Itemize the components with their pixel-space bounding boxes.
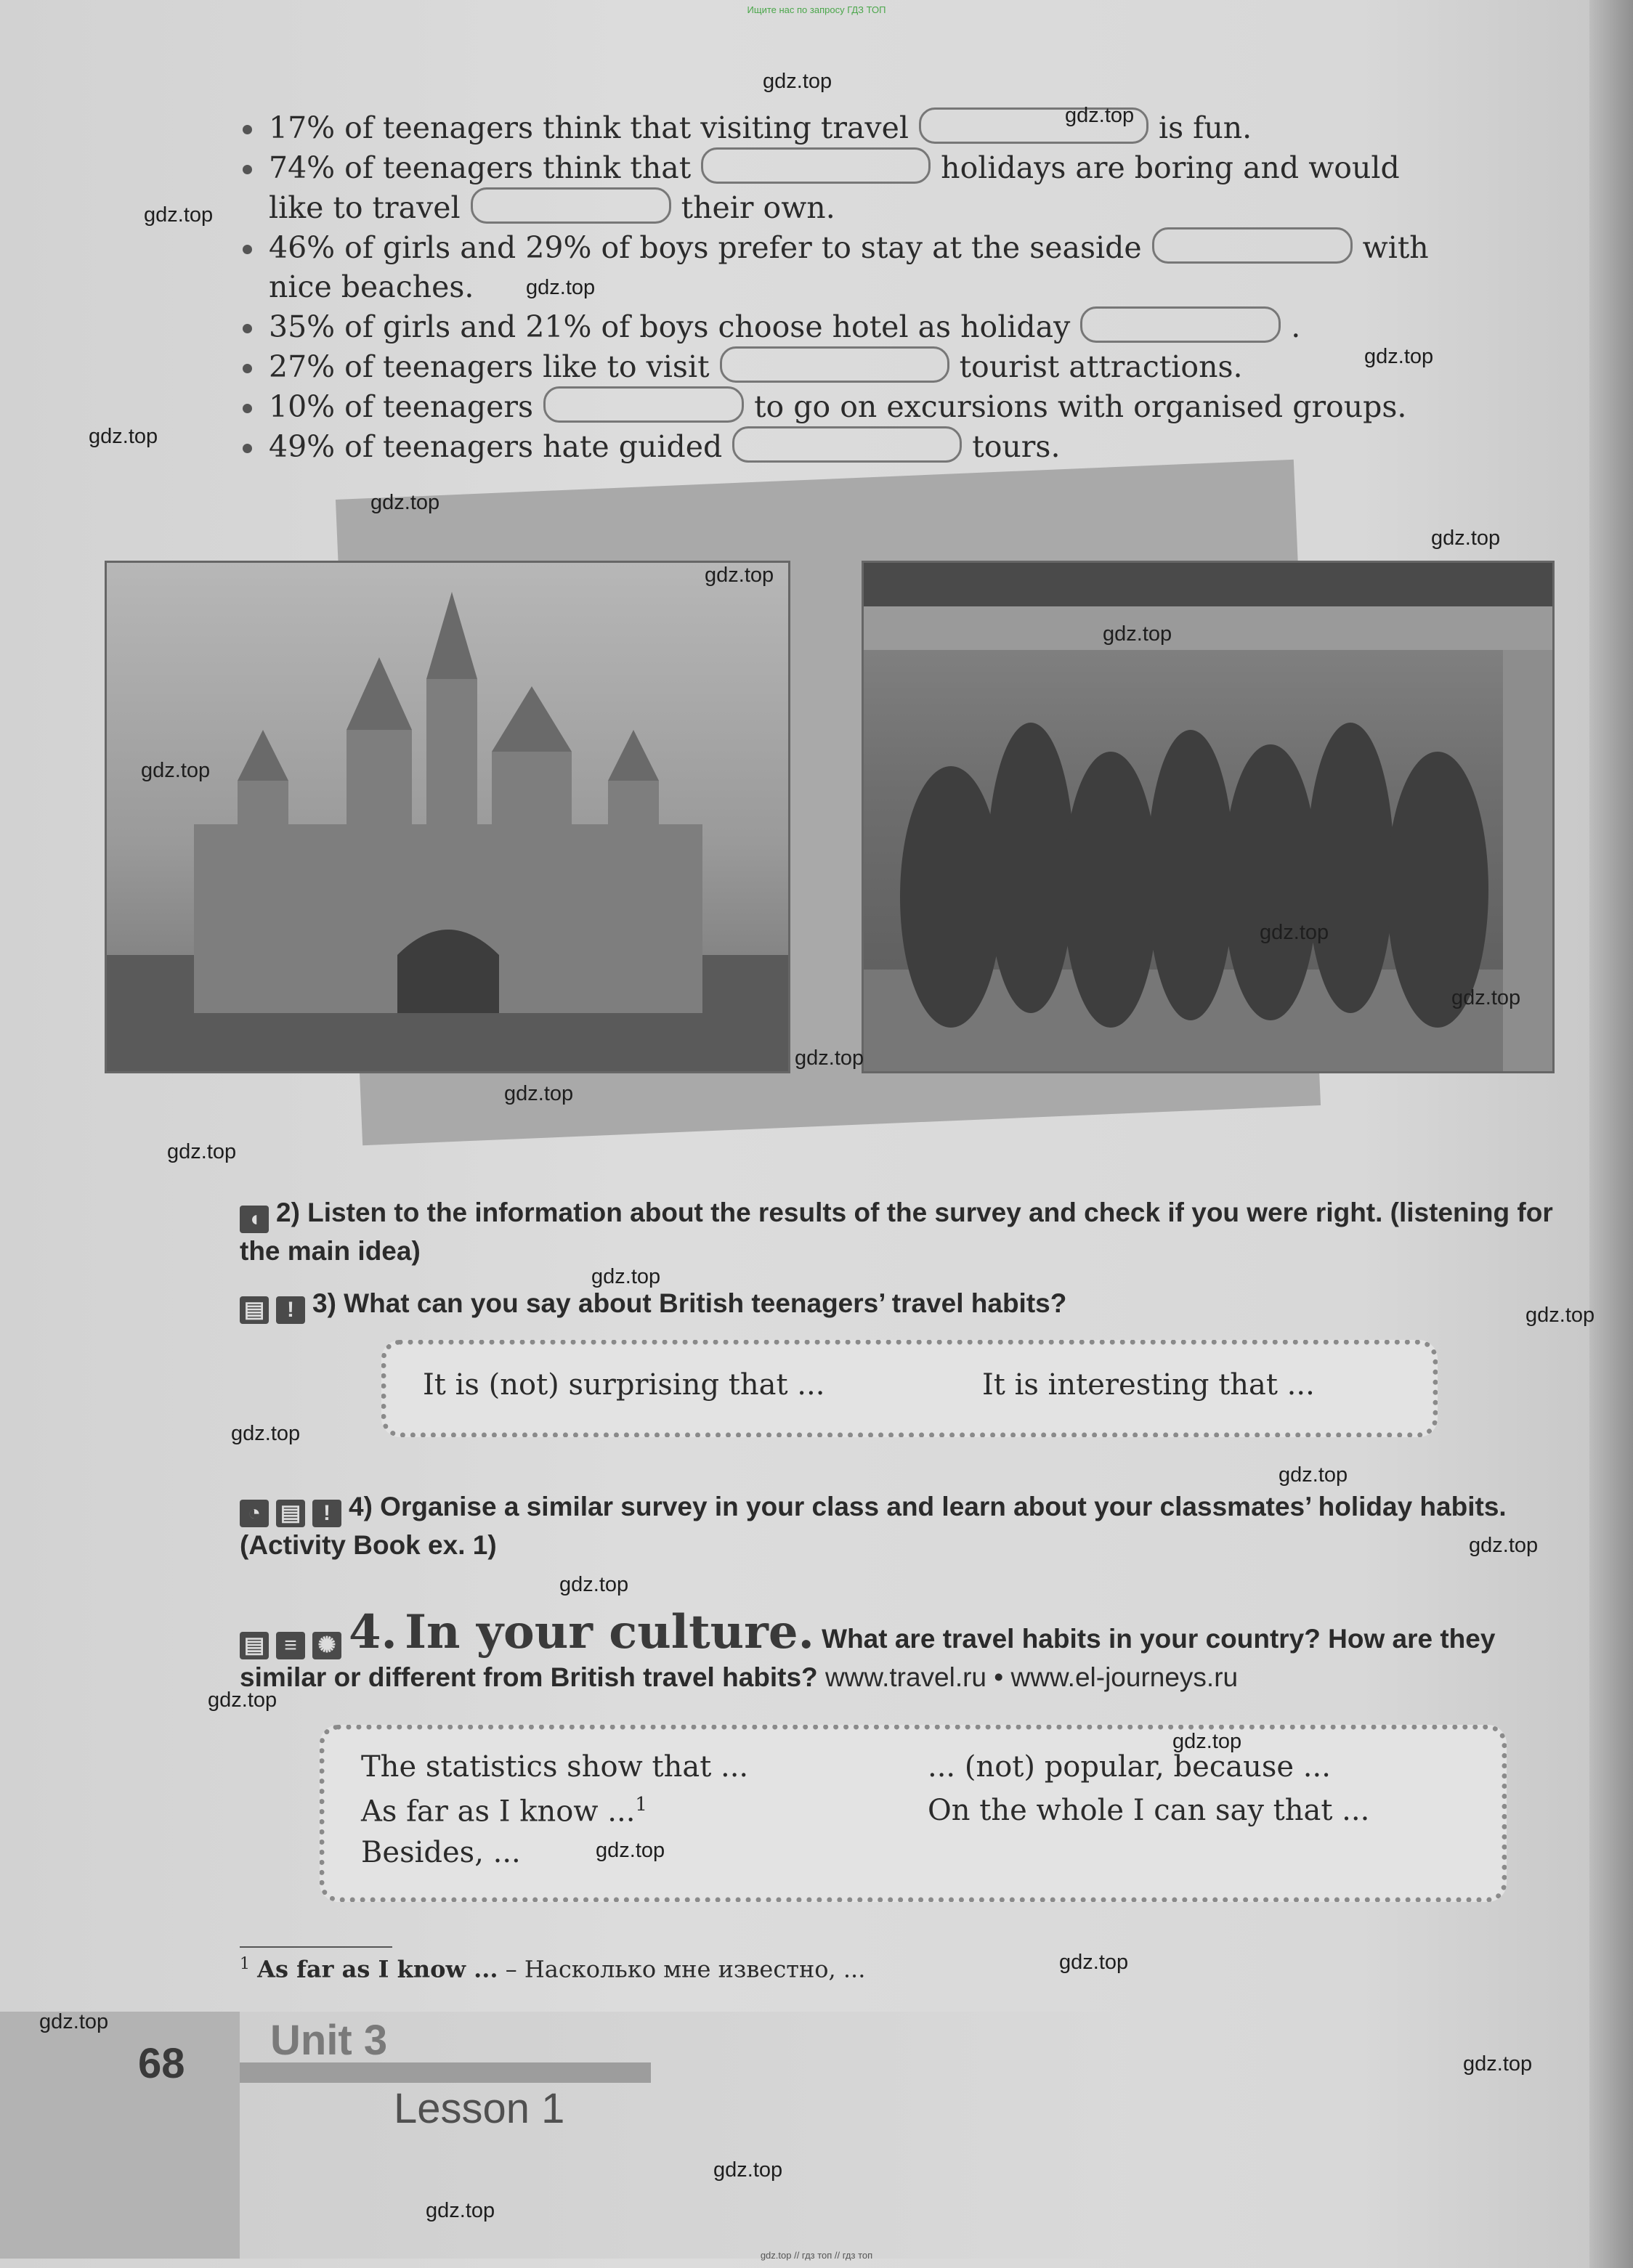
section-title: In your culture. [405, 1605, 814, 1659]
watermark: gdz.top [231, 1422, 301, 1445]
answer-gap-7[interactable] [543, 386, 744, 423]
watermark: gdz.top [141, 759, 211, 782]
phrase-surprising: It is (not) surprising that ... [423, 1368, 825, 1402]
unit-label: Unit 3 [270, 2017, 388, 2064]
watermark: gdz.top [39, 2010, 109, 2033]
watermark: gdz.top [89, 425, 158, 448]
link-travel-ru[interactable]: www.travel.ru [824, 1662, 987, 1692]
task-2: ◖ 2) Listen to the information about the results of the survey and check if you were right. (listening for the main idea) [240, 1198, 1553, 1266]
watermark: gdz.top [591, 1265, 661, 1288]
answer-gap-3[interactable] [471, 187, 671, 224]
answer-gap-8[interactable] [732, 426, 962, 463]
phrase-besides: Besides, ... [361, 1836, 521, 1869]
survey-item-5: 27% of teenagers like to visit tourist attractions. [240, 346, 1555, 386]
speech-icon: ▤ [240, 1632, 269, 1659]
watermark: gdz.top [1065, 104, 1135, 127]
answer-gap-5[interactable] [1080, 306, 1281, 343]
watermark: gdz.top [144, 203, 214, 227]
survey-item-2: 74% of teenagers think that holidays are boring and would like to travel their own. [240, 147, 1555, 227]
watermark: gdz.top [1103, 622, 1172, 646]
answer-gap-4[interactable] [1152, 227, 1353, 264]
phrase-box-1 [381, 1340, 1438, 1437]
section-question: What are travel habits in your country? How are they similar or different from British travel habits? [240, 1624, 1496, 1692]
exclamation-icon: ! [276, 1296, 305, 1324]
cd-icon: ◔ [240, 1500, 269, 1527]
phrase-on-the-whole: On the whole I can say that ... [928, 1794, 1370, 1827]
phrase-interesting: It is interesting that ... [982, 1368, 1315, 1402]
survey-item-6: 10% of teenagers to go on excursions with organised groups. [240, 386, 1555, 426]
lesson-label: Lesson 1 [394, 2085, 565, 2132]
watermark: gdz.top [1463, 2052, 1533, 2076]
watermark: gdz.top [559, 1573, 629, 1596]
survey-results-list [240, 107, 1555, 466]
lesson-bar [240, 2062, 651, 2083]
web-icon: ✺ [312, 1632, 341, 1659]
watermark: gdz.top [167, 1140, 237, 1163]
link-el-journeys[interactable]: www.el-journeys.ru [1010, 1662, 1239, 1692]
phrase-statistics: The statistics show that ... [361, 1750, 749, 1784]
watermark: gdz.top [370, 491, 440, 514]
watermark: gdz.top [596, 1839, 665, 1862]
answer-gap-6[interactable] [720, 346, 949, 383]
castle-photo [105, 561, 790, 1073]
task-4: ◔ ▤ ! 4) Organise a similar survey in your class and learn about your classmates’ holiday habits. (Activity Book ex. 1) [240, 1492, 1507, 1560]
task-3: ▤ ! 3) What can you say about British teenagers’ travel habits? [240, 1285, 1555, 1324]
watermark: gdz.top [795, 1046, 864, 1070]
footer-stripe [0, 2012, 240, 2259]
watermark: gdz.top [1059, 1951, 1129, 1974]
speech-icon: ▤ [240, 1296, 269, 1324]
speech-icon: ▤ [276, 1500, 305, 1527]
watermark: gdz.top [1172, 1730, 1242, 1753]
survey-item-1: 17% of teenagers think that visiting travel is fun. [240, 107, 1555, 147]
watermark: gdz.top [1469, 1534, 1539, 1557]
book-spine [1589, 0, 1633, 2268]
watermark: gdz.top [504, 1082, 574, 1105]
survey-item-7: 49% of teenagers hate guided tours. [240, 426, 1555, 466]
headphones-icon: ◖ [240, 1206, 269, 1233]
watermark: gdz.top [426, 2199, 495, 2222]
group-photo [862, 561, 1555, 1073]
section-in-your-culture: ▤ ≡ ✺ 4. In your culture. What are travel habits in your country? How are they similar or different from British travel habits? www.travel.ru • www.el-journeys.ru [240, 1605, 1496, 1692]
bottom-note: gdz.top // гдз топ // гдз топ [760, 2250, 873, 2261]
watermark: gdz.top [1525, 1304, 1595, 1327]
watermark: gdz.top [1431, 527, 1501, 550]
exclamation-icon: ! [312, 1500, 341, 1527]
answer-gap-2[interactable] [701, 147, 931, 184]
page-number: 68 [138, 2040, 185, 2087]
watermark: gdz.top [1364, 345, 1434, 368]
watermark: gdz.top [1451, 986, 1521, 1009]
group-illustration [864, 563, 1552, 1071]
phrase-as-far-as: As far as I know ...$^1$ [361, 1794, 647, 1829]
phrase-popular: ... (not) popular, because ... [928, 1750, 1331, 1784]
top-note: Ищите нас по запросу ГДЗ ТОП [747, 4, 886, 15]
footnote-divider [240, 1946, 392, 1948]
watermark: gdz.top [208, 1688, 277, 1712]
watermark: gdz.top [1279, 1463, 1348, 1487]
castle-illustration [107, 563, 788, 1071]
section-number: 4. [349, 1605, 397, 1659]
watermark: gdz.top [526, 276, 596, 299]
watermark: gdz.top [763, 70, 832, 93]
survey-item-4: 35% of girls and 21% of boys choose hotel as holiday . [240, 306, 1555, 346]
notebook-icon: ≡ [276, 1632, 305, 1659]
watermark: gdz.top [1260, 921, 1329, 944]
watermark: gdz.top [713, 2158, 783, 2182]
footnote: $^1$ As far as I know ... – Насколько мне известно, ... [240, 1955, 866, 1983]
phrase-box-2 [320, 1725, 1507, 1902]
survey-item-3: 46% of girls and 29% of boys prefer to stay at the seaside with nice beaches. [240, 227, 1555, 306]
watermark: gdz.top [705, 564, 774, 587]
